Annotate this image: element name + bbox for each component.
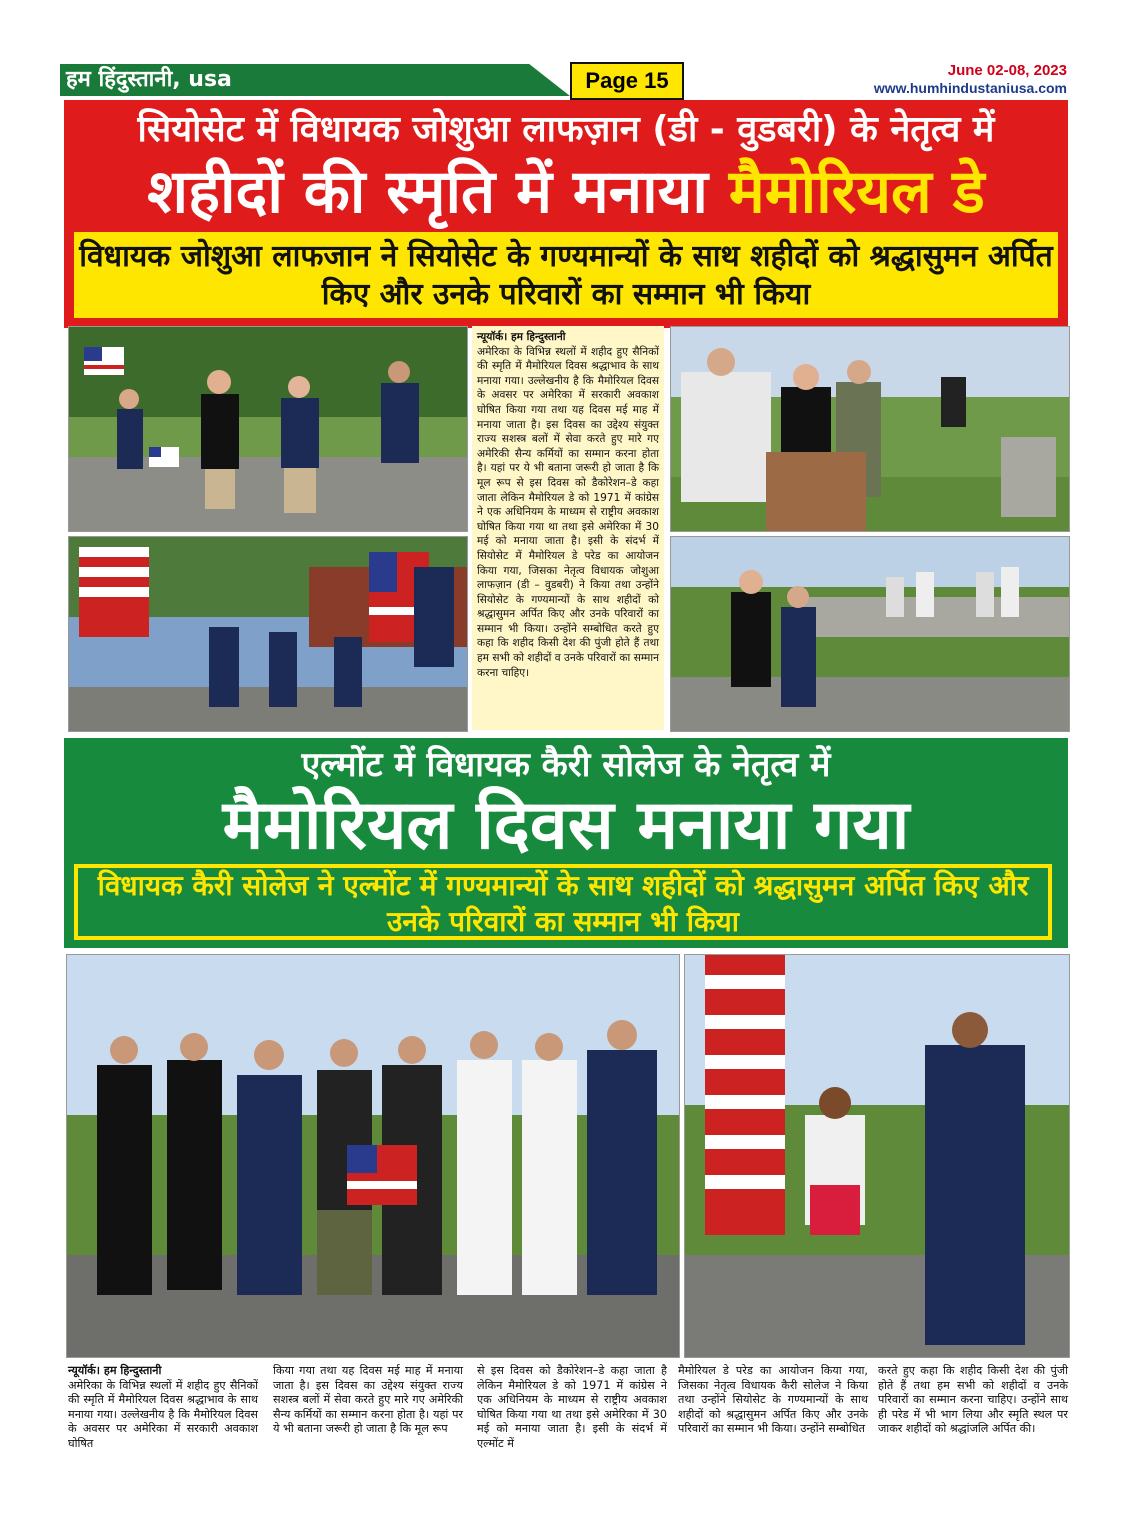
photo-ceremony-podium bbox=[670, 326, 1070, 532]
section2-column-5-text: करते हुए कहा कि शहीद किसी देश की पुंजी होते हैं तथा हम सभी को शहीदों व उनके परिवारों का सम्मान करना चाहिए। उन्होंने साथ ही परेड में भी भाग लिया और स्मृति स्थल पर जाकर शहीदों को श्रद्धांजलि अर्पित की। bbox=[878, 1364, 1068, 1436]
section2-headline: मैमोरियल दिवस मनाया गया bbox=[222, 786, 910, 865]
section2-dateline: न्यूयॉर्क। हम हिन्दुस्तानी bbox=[68, 1364, 162, 1377]
section2-column-4 bbox=[678, 1364, 868, 1437]
section2-column-4-text: मैमोरियल डे परेड का आयोजन किया गया, जिसका नेतृत्व विधायक कैरी सोलेज ने किया तथा उन्होंने सियोसेट के गण्यमान्यों के साथ शहीदों को श्रद्धासुमन अर्पित किए और उनके परिवारों का सम्मान भी किया। उन्होंने सम्बोधित bbox=[678, 1364, 868, 1436]
section1-headline-part1: शहीदों की स्मृति में मनाया bbox=[147, 157, 729, 227]
section1-headline bbox=[64, 156, 1068, 228]
section2-column-1-text: अमेरिका के विभिन्न स्थलों में शहीद हुए सैनिकों की स्मृति में मैमोरियल दिवस श्रद्धाभाव के साथ मनाया गया। उल्लेखनीय है कि मैमोरियल दिवस के अवसर पर अमेरिका में सरकारी अवकाश घोषित bbox=[68, 1378, 258, 1450]
issue-date: June 02-08, 2023 bbox=[947, 62, 1067, 79]
section1-headline-part2: मैमोरियल डे bbox=[728, 157, 985, 227]
section2-kicker: एल्मोंट में विधायक कैरी सोलेज के नेतृत्व में bbox=[301, 745, 831, 785]
photo-parade-street bbox=[670, 536, 1070, 732]
section2-column-2-text: किया गया तथा यह दिवस मई माह में मनाया जाता है। इस दिवस का उद्देश्य संयुक्त राज्य सशस्त्र बलों में सेवा करते हुए मारे गए अमेरिकी सैन्य कर्मियों का सम्मान करना होता है। यहां पर ये भी बताना जरूरी हो जाता है कि मूल रूप bbox=[273, 1364, 463, 1436]
section1-article bbox=[472, 326, 664, 730]
section2-column-1 bbox=[68, 1364, 258, 1452]
page-number: Page 15 bbox=[570, 62, 684, 100]
section1-dateline: न्यूयॉर्क। हम हिन्दुस्तानी bbox=[477, 331, 566, 343]
section2-column-5 bbox=[878, 1364, 1068, 1437]
section2-column-2 bbox=[273, 1364, 463, 1437]
photo-parade-marchers bbox=[68, 326, 468, 532]
section1-article-body: अमेरिका के विभिन्न स्थलों में शहीद हुए सैनिकों की स्मृति में मैमोरियल दिवस श्रद्धाभाव के साथ मनाया गया। उल्लेखनीय है कि मैमोरियल दिवस के अवसर पर अमेरिका में सरकारी अवकाश घोषित किया गया तथा यह दिवस मई माह में मनाया जाता है। इस दिवस का उद्देश्य संयुक्त राज्य सशस्त्र बलों में सेवा करते हुए मारे गए अमेरिकी सैन्य कर्मियों का सम्मान करना होता है। यहां पर ये भी बताना जरूरी हो जाता है कि मूल रूप से इस दिवस को डैकोरेशन–डे कहा जाता लेकिन मैमोरियल डे को 1971 में कांग्रेस ने एक अधिनियम के माध्यम से राष्ट्रीय अवकाश घोषित किया गया था तथा इसे अमेरिका में 30 मई को मनाया जाता है। इसी के संदर्भ में सियोसेट में मैमोरियल डे परेड का आयोजन किया गया, जिसका नेतृत्व विधायक जोशुआ लाफज़ान (डी – वुडबरी) ने किया तथा उन्होंने सियोसेट के गण्यमान्यों के साथ शहीदों को श्रद्धासुमन अर्पित किए और उनके परिवारों का सम्मान भी किया। उन्होंने सम्बोधित करते हुए कहा कि शहीद किसी देश की पुंजी होते हैं तथा हम सभी को शहीदों व उनके परिवारों का सम्मान करना चाहिए। bbox=[477, 345, 659, 679]
section1-kicker: सियोसेट में विधायक जोशुआ लाफज़ान (डी - वुडबरी) के नेतृत्व में bbox=[137, 109, 995, 150]
photo-flag-walk bbox=[684, 954, 1070, 1358]
section2-deck: विधायक कैरी सोलेज ने एल्मोंट में गण्यमान्यों के साथ शहीदों को श्रद्धासुमन अर्पित किए और उनके परिवारों का सम्मान भी किया bbox=[97, 869, 1029, 938]
section2-column-3-text: से इस दिवस को डैकोरेशन–डे कहा जाता है लेकिन मैमोरियल डे को 1971 में कांग्रेस ने एक अधिनियम के माध्यम से राष्ट्रीय अवकाश घोषित किया गया था तथा इसे अमेरिका में 30 मई को मनाया जाता है। इसी के संदर्भ में एल्मोंट में bbox=[477, 1364, 667, 1450]
section2-column-3 bbox=[477, 1364, 667, 1452]
photo-flag-bearers bbox=[68, 536, 468, 732]
publication-logo: हम हिंदुस्तानी, usa bbox=[66, 67, 232, 92]
section1-deck: विधायक जोशुआ लाफजान ने सियोसेट के गण्यमान्यों के साथ शहीदों को श्रद्धासुमन अर्पित किए और उनके परिवारों का सम्मान भी किया bbox=[79, 239, 1053, 312]
website-link[interactable]: www.humhindustaniusa.com bbox=[873, 80, 1067, 96]
photo-group-veterans bbox=[66, 954, 680, 1358]
